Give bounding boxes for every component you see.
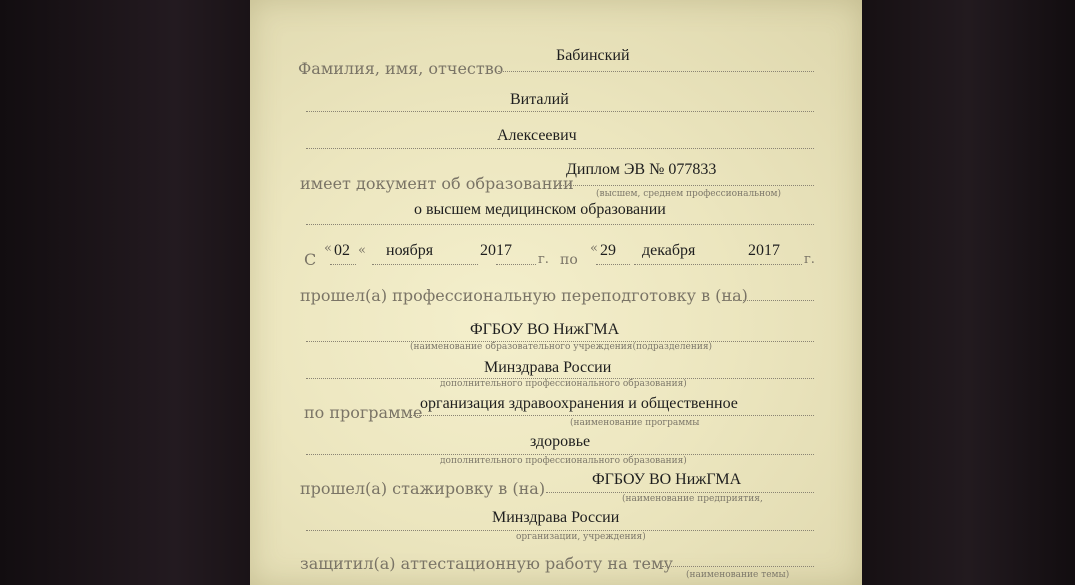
name-label: Фамилия, имя, отчество bbox=[298, 59, 504, 78]
program-label: по программе bbox=[304, 403, 423, 422]
end-month-line bbox=[634, 264, 758, 265]
internship-label: прошел(а) стажировку в (на) bbox=[300, 479, 546, 498]
quote-open: « bbox=[324, 241, 332, 256]
hint-education-level: (высшем, среднем профессиональном) bbox=[596, 189, 782, 199]
start-day-line bbox=[330, 264, 356, 265]
internship-ministry-line bbox=[306, 530, 814, 531]
hint-enterprise: (наименование предприятия, bbox=[622, 494, 763, 504]
program-line1-underline bbox=[410, 415, 814, 416]
program-line2-underline bbox=[306, 454, 814, 455]
document-label: имеет документ об образовании bbox=[300, 174, 574, 193]
defended-line bbox=[662, 566, 814, 567]
patronymic-value: Алексеевич bbox=[497, 127, 577, 144]
year-suffix-2: г. bbox=[804, 252, 815, 267]
start-year-line bbox=[496, 264, 536, 265]
institution-value: ФГБОУ ВО НижГМА bbox=[470, 321, 620, 338]
year-suffix-1: г. bbox=[538, 252, 549, 267]
internship-org-line bbox=[546, 492, 814, 493]
period-from-label: С bbox=[304, 250, 317, 269]
background-left bbox=[0, 0, 250, 585]
patronymic-line bbox=[306, 148, 814, 149]
certificate-sheet bbox=[250, 0, 862, 585]
surname-value: Бабинский bbox=[556, 47, 630, 64]
program-line1-value: организация здравоохранения и общественное bbox=[420, 395, 738, 412]
hint-program: (наименование программы bbox=[570, 418, 700, 428]
internship-org-value: ФГБОУ ВО НижГМА bbox=[592, 471, 742, 488]
end-day-line bbox=[596, 264, 630, 265]
hint-topic: (наименование темы) bbox=[686, 570, 790, 580]
end-year-line bbox=[760, 264, 802, 265]
hint-additional-education-2: дополнительного профессионального образования) bbox=[440, 456, 687, 466]
hint-institution: (наименование образовательного учреждения(подразделения) bbox=[410, 342, 713, 352]
first-name-line bbox=[306, 111, 814, 112]
hint-additional-education-1: дополнительного профессионального образования) bbox=[440, 379, 687, 389]
retraining-label: прошел(а) профессиональную переподготовку в (на) bbox=[300, 286, 748, 305]
start-year-value: 2017 bbox=[480, 242, 512, 259]
surname-line bbox=[498, 71, 814, 72]
diploma-value: Диплом ЭВ № 077833 bbox=[566, 161, 717, 178]
period-to-label: по bbox=[560, 252, 578, 268]
hint-organization: организации, учреждения) bbox=[516, 532, 646, 542]
retraining-line bbox=[726, 300, 814, 301]
ministry-value: Минздрава России bbox=[484, 359, 612, 376]
end-month-value: декабря bbox=[642, 242, 696, 259]
start-month-value: ноября bbox=[386, 242, 434, 259]
end-day-value: 29 bbox=[600, 242, 616, 259]
end-year-value: 2017 bbox=[748, 242, 780, 259]
first-name-value: Виталий bbox=[510, 91, 569, 108]
internship-ministry-value: Минздрава России bbox=[492, 509, 620, 526]
education-value: о высшем медицинском образовании bbox=[414, 201, 666, 218]
background-right bbox=[862, 0, 1075, 585]
program-line2-value: здоровье bbox=[530, 433, 591, 450]
start-day-value: 02 bbox=[334, 242, 350, 259]
quote-open-2: « bbox=[590, 241, 598, 256]
defended-label: защитил(а) аттестационную работу на тему bbox=[300, 554, 673, 573]
quote-close: « bbox=[358, 243, 366, 258]
diploma-line bbox=[556, 185, 814, 186]
education-line bbox=[306, 224, 814, 225]
start-month-line bbox=[372, 264, 478, 265]
